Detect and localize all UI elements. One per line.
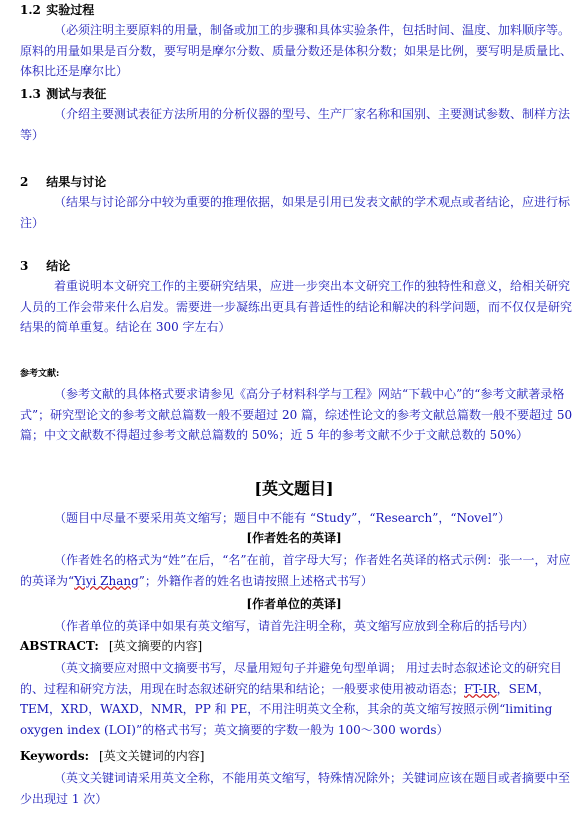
keywords-value: [英文关键词的内容] xyxy=(99,749,205,763)
english-title-note: （题目中尽量不要采用英文缩写；题目中不能有 “Study”，“Research”，“Novel”） xyxy=(54,511,511,525)
section-title: 实验过程 xyxy=(46,3,95,17)
author-name-heading: [作者姓名的英译] xyxy=(246,531,342,545)
section-2-heading xyxy=(20,172,580,192)
abstract-line xyxy=(20,636,580,656)
author-name-example: Yiyi Zhang xyxy=(74,573,139,588)
section-title: 结论 xyxy=(46,259,71,273)
author-unit-note: （作者单位的英译中如果有英文缩写，请首先注明全称，英文缩写应放到全称后的括号内） xyxy=(54,619,535,633)
section-number: 1.2 xyxy=(20,3,41,17)
keywords-note: （英文关键词请采用英文全称，不能用英文缩写，特殊情况除外；关键词应该在题目或者摘要中至少出现过 1 次） xyxy=(20,771,571,806)
author-name-note xyxy=(20,550,580,591)
keywords-line xyxy=(20,746,580,766)
section-title: 测试与表征 xyxy=(46,87,107,101)
section-1-3-heading xyxy=(20,84,580,104)
note-text: （英文摘要应对照中文摘要书写，尽量用短句子并避免句型单调； 用过去时态叙述论文的研究目的、过程和研究方法，用现在时态叙述研究的结果和结论；一般要求使用被动语态； xyxy=(20,661,562,696)
section-1-2-body: （必须注明主要原料的用量，制备或加工的步骤和具体实验条件，包括时间、温度、加料顺序等。原料的用量如果是百分数，要写明是摩尔分数、质量分数还是体积分数；如果是比例，要写明是质量比、体积比还是摩尔比） xyxy=(20,23,573,78)
english-title-heading: [英文题目] xyxy=(254,479,334,498)
section-title: 结果与讨论 xyxy=(46,175,107,189)
references-body: （参考文献的具体格式要求请参见《高分子材料科学与工程》网站“下载中心”的“参考文献著录格式”；研究型论文的参考文献总篇数一般不要超过 20 篇，综述性论文的参考文献总篇数一般不要超过 50 篇；中文文献数不得超过参考文献总篇数的 50%；近 5 年的参考文献不少于文献总数的 50%） xyxy=(20,387,573,442)
abstract-label: ABSTRACT: xyxy=(20,639,99,653)
abstract-example: FT-IR xyxy=(464,681,497,696)
keywords-label: Keywords: xyxy=(20,749,90,763)
section-number: 1.3 xyxy=(20,87,41,101)
abstract-note xyxy=(20,658,580,740)
section-2-body: （结果与讨论部分中较为重要的推理依据，如果是引用已发表文献的学术观点或者结论，应进行标注） xyxy=(20,195,571,230)
abstract-value: [英文摘要的内容] xyxy=(108,639,203,653)
note-text: ，SEM，TEM，XRD，WAXD，NMR，PP 和 PE，不用注明英文全称，其余的英文缩写按照示例“limiting oxygen index (LOI)”的格式书写；英文摘要的字数一般为 100～300 words） xyxy=(20,681,553,737)
section-3-body: 着重说明本文研究工作的主要研究结果，应进一步突出本文研究工作的独特性和意义，给相关研究人员的工作会带来什么启发。需要进一步凝练出更具有普适性的结论和解决的科学问题，而不仅仅是研究结果的简单重复。结论在 300 字左右） xyxy=(20,279,573,334)
author-unit-heading: [作者单位的英译] xyxy=(246,597,342,611)
section-number: 2 xyxy=(20,175,29,189)
section-1-3-body: （介绍主要测试表征方法所用的分析仪器的型号、生产厂家名称和国别、主要测试参数、制样方法等） xyxy=(20,107,571,142)
section-1-2-heading xyxy=(20,0,580,20)
section-3-heading xyxy=(20,256,580,276)
section-number: 3 xyxy=(20,259,29,273)
references-heading: 参考文献: xyxy=(20,369,60,379)
note-text: ”；外籍作者的姓名也请按照上述格式书写） xyxy=(138,573,373,588)
note-text: （作者姓名的格式为“姓”在后，“名”在前，首字母大写；作者姓名英译的格式示例：张一一，对应的英译为“ xyxy=(20,553,571,588)
